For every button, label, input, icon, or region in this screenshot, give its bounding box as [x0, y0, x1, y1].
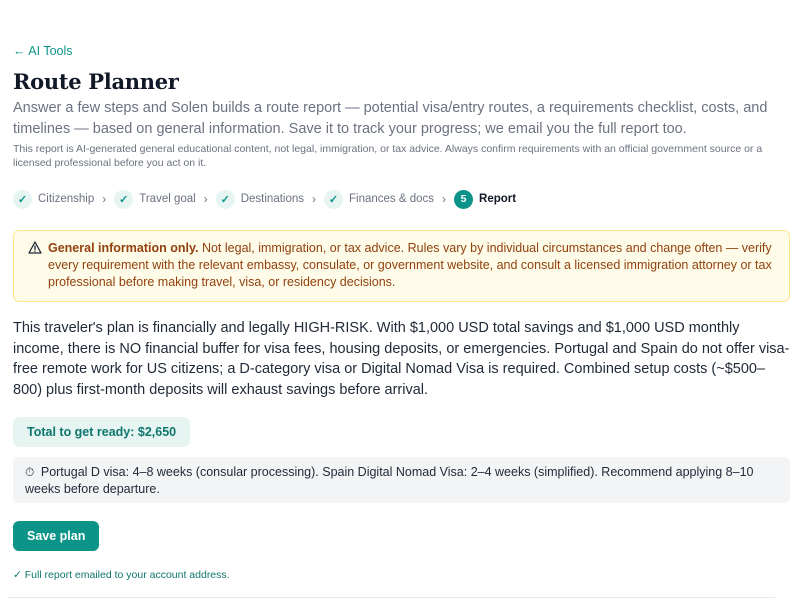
page-intro: Answer a few steps and Solen builds a route report — potential visa/entry routes, a requirements checklist, costs, and timelines — based on general information. Save it to track your progress; we email you the full report too.	[13, 100, 768, 137]
timeline-box	[13, 457, 790, 503]
email-confirmation: ✓ Full report emailed to your account address.	[13, 569, 230, 581]
check-icon: ✓	[216, 190, 235, 209]
divider	[8, 597, 775, 598]
step-travel-goal[interactable]	[114, 190, 195, 209]
step-label: Citizenship	[38, 193, 95, 205]
check-icon: ✓	[114, 190, 133, 209]
chevron-right-icon: ›	[102, 192, 107, 206]
stopwatch-icon: ⏱	[25, 465, 35, 479]
chevron-right-icon: ›	[203, 192, 208, 206]
chevron-right-icon: ›	[442, 192, 447, 206]
back-to-ai-tools-link[interactable]: ← AI Tools	[13, 44, 73, 58]
warning-triangle-icon	[28, 240, 42, 301]
step-number-badge: 5	[454, 190, 473, 209]
warning-title: General information only.	[48, 241, 199, 255]
step-label: Travel goal	[139, 193, 196, 205]
step-label: Destinations	[240, 193, 305, 205]
save-plan-button[interactable]: Save plan	[13, 521, 99, 551]
step-label: Report	[479, 193, 517, 205]
report-summary: This traveler's plan is financially and legally HIGH-RISK. With $1,000 USD total savings and $1,000 USD monthly income, there is NO financial buffer for visa fees, housing deposits, or emergencies. Portugal and Spain do not offer visa-free remote work for US citizens; a D-category visa or Digital Nomad Visa is required. Combined setup costs (~$500–800) plus first-month deposits will exhaust savings before arrival.	[13, 320, 790, 398]
chevron-right-icon: ›	[312, 192, 317, 206]
progress-stepper	[13, 189, 516, 209]
step-finances-docs[interactable]	[324, 190, 434, 209]
check-icon: ✓	[13, 190, 32, 209]
timeline-text: Portugal D visa: 4–8 weeks (consular processing). Spain Digital Nomad Visa: 2–4 weeks (simplified). Recommend applying 8–10 weeks before departure.	[25, 465, 754, 496]
general-info-warning	[13, 230, 790, 302]
warning-body: Not legal, immigration, or tax advice. Rules vary by individual circumstances and change often — verify every requirement with the relevant embassy, consulate, or government website, and consult a licensed immigration attorney or tax professional before making travel, visa, or residency decisions.	[48, 241, 772, 289]
warning-text	[48, 240, 777, 301]
step-label: Finances & docs	[349, 193, 435, 205]
step-citizenship[interactable]	[13, 190, 94, 209]
step-report[interactable]	[454, 190, 516, 209]
check-icon: ✓	[324, 190, 343, 209]
total-cost-badge: Total to get ready: $2,650	[13, 417, 190, 447]
ai-disclaimer: This report is AI-generated general educational content, not legal, immigration, or tax advice. Always confirm requirements with an official government source or a licensed professional before you act on it.	[13, 143, 763, 169]
page-title: Route Planner	[13, 69, 179, 94]
step-destinations[interactable]	[216, 190, 304, 209]
